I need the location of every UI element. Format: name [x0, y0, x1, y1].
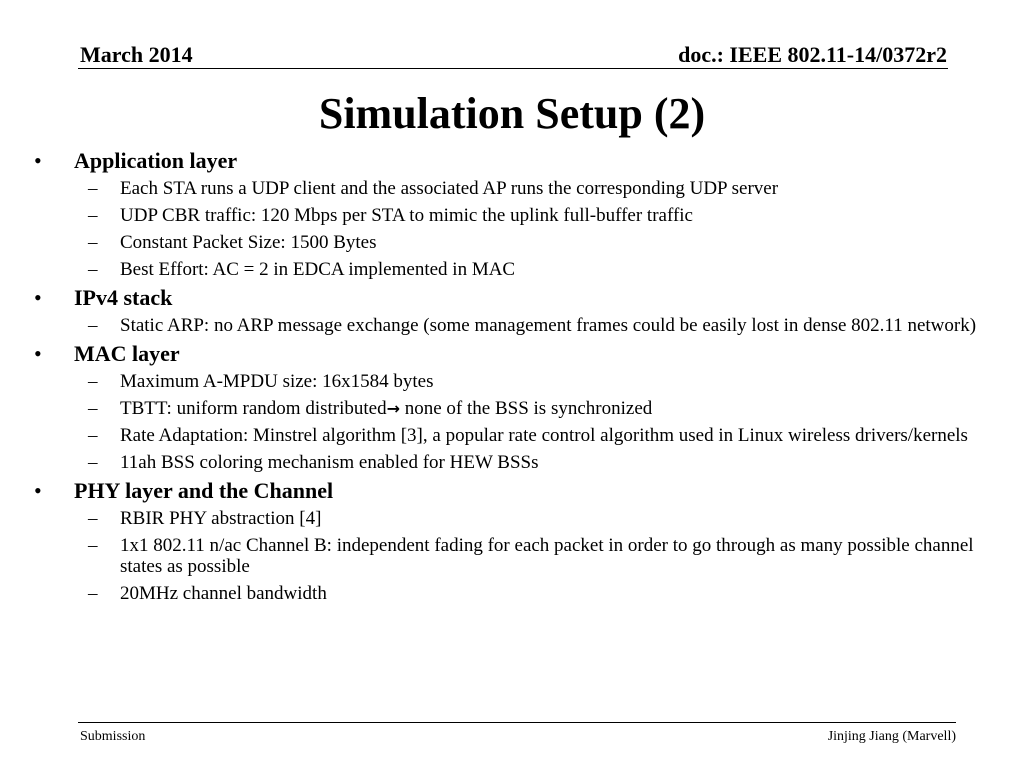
- slide-content: [34, 149, 994, 610]
- header-date: March 2014: [80, 42, 193, 67]
- dash-icon: –: [88, 425, 98, 446]
- section-heading-row: [34, 342, 994, 366]
- footer-submission: Submission: [80, 729, 146, 744]
- sub-list: [34, 371, 994, 473]
- list-item: [34, 425, 994, 446]
- bullet-icon: •: [34, 285, 42, 310]
- header-divider: [78, 68, 948, 69]
- dash-icon: –: [88, 232, 98, 253]
- list-item: [34, 259, 994, 280]
- list-item-text: Constant Packet Size: 1500 Bytes: [120, 232, 377, 253]
- list-item: [34, 178, 994, 199]
- section-application-layer: [34, 149, 994, 280]
- list-item-text: 20MHz channel bandwidth: [120, 583, 327, 604]
- list-item-text: RBIR PHY abstraction [4]: [120, 508, 322, 529]
- dash-icon: –: [88, 535, 98, 556]
- list-item-text: UDP CBR traffic: 120 Mbps per STA to mimic the uplink full-buffer traffic: [120, 205, 693, 226]
- dash-icon: –: [88, 508, 98, 529]
- section-heading-row: [34, 479, 994, 503]
- header-doc-id: doc.: IEEE 802.11-14/0372r2: [678, 42, 947, 67]
- bullet-icon: •: [34, 341, 42, 366]
- section-heading: IPv4 stack: [74, 285, 173, 310]
- sub-list: [34, 178, 994, 280]
- list-item: [34, 508, 994, 529]
- list-item: [34, 371, 994, 392]
- list-item-text: none of the BSS is synchronized: [400, 398, 653, 419]
- list-item: [34, 452, 994, 473]
- list-item-text: 11ah BSS coloring mechanism enabled for HEW BSSs: [120, 452, 539, 473]
- right-arrow-icon: →: [386, 399, 400, 418]
- footer-divider: [78, 722, 956, 723]
- list-item: [34, 205, 994, 226]
- dash-icon: –: [88, 398, 98, 419]
- list-item-text: 1x1 802.11 n/ac Channel B: independent fading for each packet in order to go through as many possible channel states as possible: [120, 535, 974, 577]
- sub-list: [34, 508, 994, 604]
- bullet-icon: •: [34, 478, 42, 503]
- footer-author: Jinjing Jiang (Marvell): [827, 729, 956, 744]
- section-heading: PHY layer and the Channel: [74, 478, 334, 503]
- list-item: [34, 535, 994, 577]
- dash-icon: –: [88, 315, 98, 336]
- dash-icon: –: [88, 583, 98, 604]
- list-item-text: Maximum A-MPDU size: 16x1584 bytes: [120, 371, 434, 392]
- list-item-text: Static ARP: no ARP message exchange (some management frames could be easily lost in dense 802.11 network): [120, 315, 977, 336]
- dash-icon: –: [88, 452, 98, 473]
- list-item-text: TBTT: uniform random distributed: [120, 398, 387, 419]
- section-mac-layer: [34, 342, 994, 473]
- list-item: [34, 232, 994, 253]
- list-item: [34, 315, 994, 336]
- list-item-text: Rate Adaptation: Minstrel algorithm [3], a popular rate control algorithm used in Linux wireless drivers/kernels: [120, 425, 968, 446]
- section-heading: Application layer: [74, 148, 238, 173]
- sub-list: [34, 315, 994, 336]
- section-heading-row: [34, 149, 994, 173]
- dash-icon: –: [88, 371, 98, 392]
- slide-title: Simulation Setup (2): [318, 89, 706, 138]
- list-item: [34, 583, 994, 604]
- section-heading-row: [34, 286, 994, 310]
- section-heading: MAC layer: [74, 341, 180, 366]
- dash-icon: –: [88, 205, 98, 226]
- list-item-text: Each STA runs a UDP client and the associated AP runs the corresponding UDP server: [120, 178, 779, 199]
- dash-icon: –: [88, 259, 98, 280]
- dash-icon: –: [88, 178, 98, 199]
- section-phy-layer: [34, 479, 994, 604]
- section-ipv4-stack: [34, 286, 994, 336]
- list-item-text: Best Effort: AC = 2 in EDCA implemented in MAC: [120, 259, 516, 280]
- list-item: [34, 398, 994, 419]
- bullet-icon: •: [34, 148, 42, 173]
